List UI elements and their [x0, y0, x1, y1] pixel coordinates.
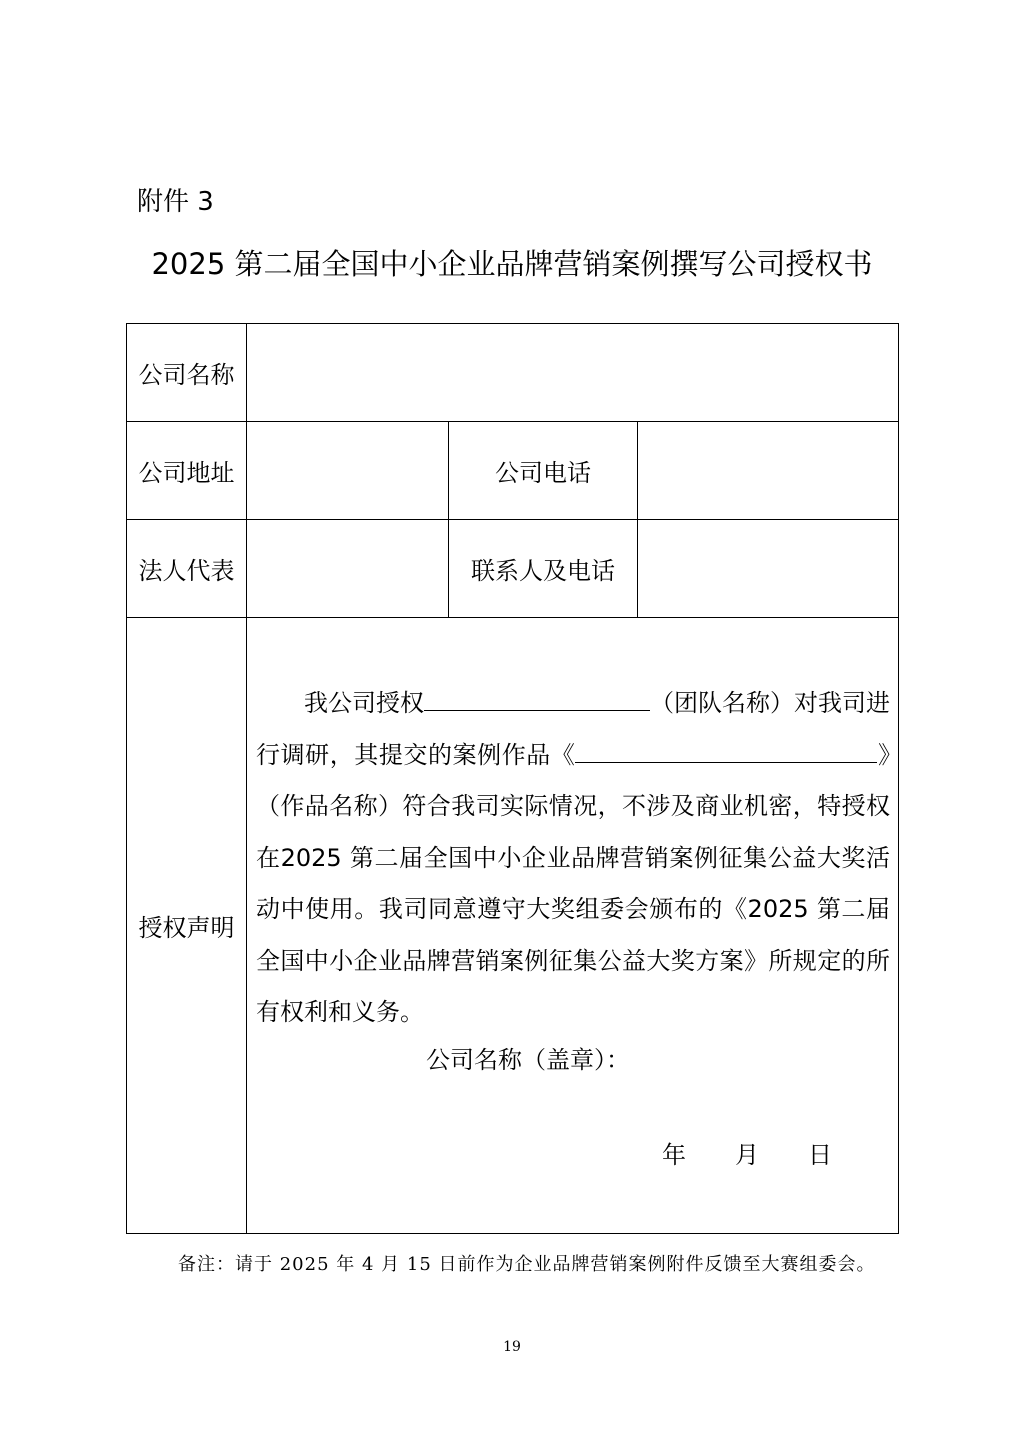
- declaration-part-1: 我公司授权: [304, 689, 425, 717]
- attachment-label: 附件 3: [137, 187, 214, 217]
- company-phone-label: 公司电话: [449, 422, 638, 520]
- declaration-part-2: （团队名称）对我司进行调研，其提交的案例作品《: [256, 689, 891, 769]
- authorization-statement-label: 授权声明: [127, 618, 247, 1234]
- footnote: 备注：请于 2025 年 4 月 15 日前作为企业品牌营销案例附件反馈至大赛组委会。: [178, 1254, 876, 1275]
- declaration-part-3: 》（作品名称）符合我司实际情况，不涉及商业机密，特授权在2025 第二届全国中小企业品牌营销案例征集公益大奖活动中使用。我司同意遵守大奖组委会颁布的《2025 第二届全国中小企业品牌营销案例征集公益大奖方案》所规定的所有权利和义务。: [256, 740, 891, 1026]
- contact-person-field[interactable]: [638, 520, 899, 618]
- company-address-label: 公司地址: [127, 422, 247, 520]
- team-name-blank[interactable]: [424, 680, 650, 711]
- authorization-statement-text: [256, 678, 890, 1039]
- authorization-statement-cell: [247, 618, 899, 1234]
- document-title: 2025 第二届全国中小企业品牌营销案例撰写公司授权书: [151, 247, 873, 281]
- date-year-label: 年: [662, 1141, 686, 1169]
- contact-person-label: 联系人及电话: [449, 520, 638, 618]
- authorization-form-table: [126, 323, 899, 1234]
- date-month-label: 月: [735, 1141, 759, 1169]
- company-address-field[interactable]: [247, 422, 449, 520]
- legal-representative-label: 法人代表: [127, 520, 247, 618]
- seal-label: 公司名称（盖章）：: [426, 1046, 630, 1074]
- work-name-blank[interactable]: [575, 732, 877, 763]
- company-phone-field[interactable]: [638, 422, 899, 520]
- legal-representative-field[interactable]: [247, 520, 449, 618]
- company-name-label: 公司名称: [127, 324, 247, 422]
- date-day-label: 日: [808, 1141, 832, 1169]
- page-number: 19: [503, 1339, 521, 1355]
- company-name-field[interactable]: [247, 324, 899, 422]
